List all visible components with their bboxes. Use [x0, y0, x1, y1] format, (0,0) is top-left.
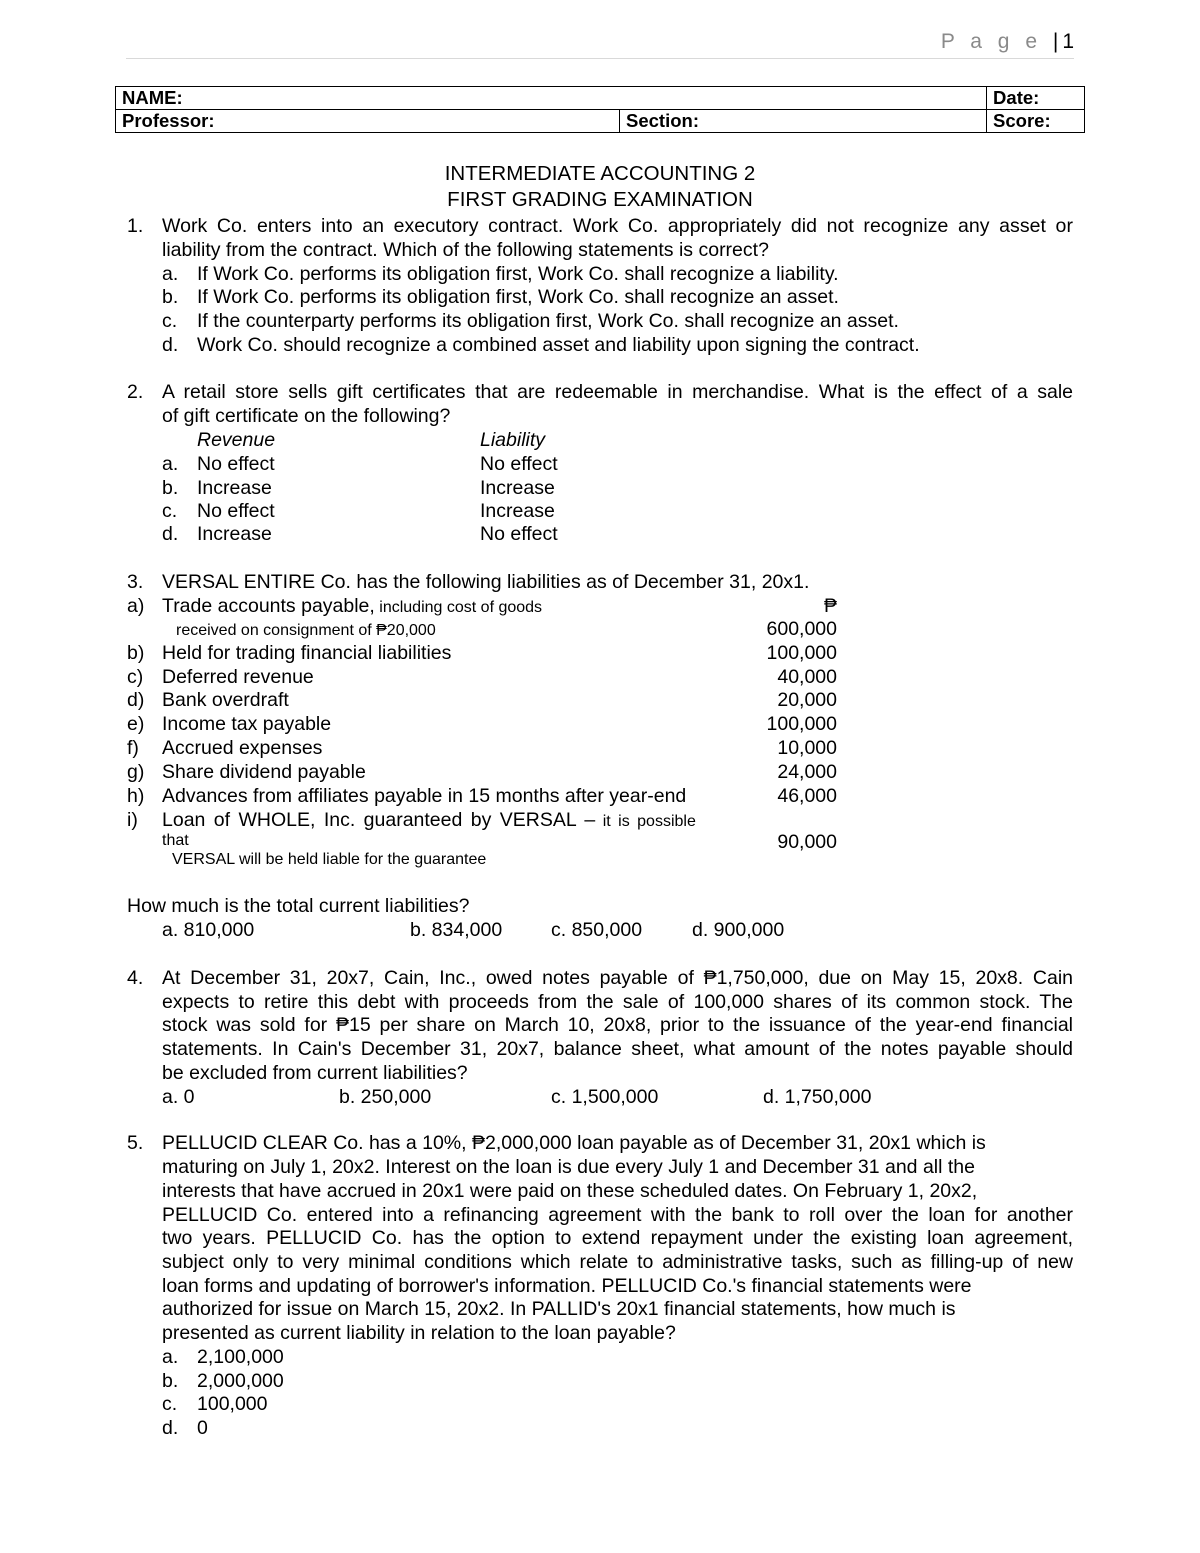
question-text-line: authorized for issue on March 15, 20x2. In PALLID's 20x1 financial statements, how much is: [162, 1298, 956, 1320]
question-text-line: expects to retire this debt with proceeds from the sale of 100,000 shares of its common stock. The: [162, 991, 1073, 1013]
option-text: Work Co. should recognize a combined asset and liability upon signing the contract.: [197, 334, 920, 356]
currency-symbol: ₱: [823, 595, 837, 617]
question-text-line: stock was sold for ₱15 per share on March 10, 20x8, prior to the issuance of the year-end financial: [162, 1014, 1073, 1036]
option-revenue: No effect: [197, 500, 275, 522]
question-text-line: loan forms and updating of borrower's information. PELLUCID Co.'s financial statements were: [162, 1275, 972, 1297]
item-letter: i): [127, 809, 138, 831]
option-liability: Increase: [480, 477, 555, 499]
question-text-line: PELLUCID Co. entered into a refinancing agreement with the bank to roll over the loan for another: [162, 1204, 1073, 1226]
section-cell: Section:: [620, 110, 987, 133]
item-label: Deferred revenue: [162, 666, 314, 688]
item-amount: 24,000: [777, 761, 837, 783]
option-letter: b.: [162, 1370, 179, 1392]
choice-a: a. 0: [162, 1086, 195, 1108]
page-word: P a g e: [940, 30, 1042, 53]
choice-a: a. 810,000: [162, 919, 255, 941]
option-text: 2,100,000: [197, 1346, 284, 1368]
item-label: Trade accounts payable, including cost of goods: [162, 595, 543, 617]
question-text-line: PELLUCID CLEAR Co. has a 10%, ₱2,000,000 loan payable as of December 31, 20x1 which is: [162, 1132, 986, 1154]
option-letter: d.: [162, 523, 179, 545]
name-cell: NAME:: [116, 87, 987, 110]
exam-title-line1: INTERMEDIATE ACCOUNTING 2: [444, 162, 756, 185]
option-text: If Work Co. performs its obligation first, Work Co. shall recognize a liability.: [197, 263, 839, 285]
item-label: Bank overdraft: [162, 689, 289, 711]
item-label: Advances from affiliates payable in 15 months after year-end: [162, 785, 687, 807]
item-label-continued: that: [162, 832, 189, 849]
question-text-line: presented as current liability in relation to the loan payable?: [162, 1322, 676, 1344]
question-stem: A retail store sells gift certificates that are redeemable in merchandise. What is the effect of a sale: [162, 381, 1073, 403]
item-label: Held for trading financial liabilities: [162, 642, 452, 664]
question-number: 2.: [127, 381, 144, 403]
question-text-line: statements. In Cain's December 31, 20x7, balance sheet, what amount of the notes payable should: [162, 1038, 1073, 1060]
question-text-line: At December 31, 20x7, Cain, Inc., owed notes payable of ₱1,750,000, due on May 15, 20x8. Cain: [162, 967, 1073, 989]
item-label: Accrued expenses: [162, 737, 323, 759]
item-label: Loan of WHOLE, Inc. guaranteed by VERSAL – it is possible: [162, 809, 696, 831]
item-label-continued: received on consignment of ₱20,000: [176, 622, 436, 639]
item-letter: a): [127, 595, 145, 617]
option-letter: d.: [162, 1417, 179, 1439]
item-letter: f): [127, 737, 139, 759]
item-letter: h): [127, 785, 145, 807]
page-number: 1: [1062, 30, 1074, 53]
option-letter: d.: [162, 334, 179, 356]
item-letter: g): [127, 761, 145, 783]
item-amount: 600,000: [766, 618, 837, 640]
exam-title-line2: FIRST GRADING EXAMINATION: [447, 188, 753, 211]
option-letter: c.: [162, 1393, 178, 1415]
option-letter: a.: [162, 453, 179, 475]
option-text: If the counterparty performs its obligation first, Work Co. shall recognize an asset.: [197, 310, 899, 332]
professor-cell: Professor:: [116, 110, 620, 133]
option-letter: c.: [162, 500, 178, 522]
question-text-line: maturing on July 1, 20x2. Interest on the loan is due every July 1 and December 31 and all the: [162, 1156, 975, 1178]
option-liability: No effect: [480, 523, 558, 545]
page-separator: |: [1052, 30, 1059, 53]
item-label: Share dividend payable: [162, 761, 366, 783]
item-amount: 100,000: [766, 642, 837, 664]
question-number: 4.: [127, 967, 144, 989]
item-letter: d): [127, 689, 145, 711]
item-letter: b): [127, 642, 145, 664]
item-label: Income tax payable: [162, 713, 332, 735]
question-text-line: interests that have accrued in 20x1 were paid on these scheduled dates. On February 1, 20x2,: [162, 1180, 978, 1202]
option-text: 0: [197, 1417, 208, 1439]
question-text-line: two years. PELLUCID Co. has the option to extend repayment under the existing loan agreement,: [162, 1227, 1073, 1249]
date-cell: Date:: [987, 87, 1085, 110]
column-header-liability: Liability: [480, 429, 546, 451]
item-amount: 100,000: [766, 713, 837, 735]
option-letter: a.: [162, 263, 179, 285]
column-header-revenue: Revenue: [197, 429, 276, 451]
choice-b: b. 834,000: [410, 919, 503, 941]
question-stem: VERSAL ENTIRE Co. has the following liabilities as of December 31, 20x1.: [162, 571, 810, 593]
question-prompt: How much is the total current liabilities?: [127, 895, 470, 917]
option-revenue: Increase: [197, 523, 272, 545]
option-letter: b.: [162, 286, 179, 308]
option-text: 100,000: [197, 1393, 268, 1415]
page-header: [941, 30, 1074, 54]
option-revenue: No effect: [197, 453, 275, 475]
question-stem: of gift certificate on the following?: [162, 405, 451, 427]
option-letter: a.: [162, 1346, 179, 1368]
choice-d: d. 1,750,000: [763, 1086, 872, 1108]
choice-c: c. 1,500,000: [551, 1086, 659, 1108]
choice-c: c. 850,000: [551, 919, 643, 941]
question-text-line: be excluded from current liabilities?: [162, 1062, 468, 1084]
question-number: 1.: [127, 215, 144, 237]
item-amount: 20,000: [777, 689, 837, 711]
student-info-table: [115, 86, 1085, 133]
option-letter: b.: [162, 477, 179, 499]
option-text: 2,000,000: [197, 1370, 284, 1392]
item-amount: 46,000: [777, 785, 837, 807]
option-text: If Work Co. performs its obligation first, Work Co. shall recognize an asset.: [197, 286, 839, 308]
question-number: 5.: [127, 1132, 144, 1154]
item-letter: e): [127, 713, 145, 735]
header-divider: [126, 58, 1074, 59]
score-cell: Score:: [987, 110, 1085, 133]
question-stem: liability from the contract. Which of the following statements is correct?: [162, 239, 769, 261]
option-liability: Increase: [480, 500, 555, 522]
option-liability: No effect: [480, 453, 558, 475]
item-label-continued: VERSAL will be held liable for the guarantee: [172, 851, 487, 868]
option-letter: c.: [162, 310, 178, 332]
choice-b: b. 250,000: [339, 1086, 432, 1108]
choice-d: d. 900,000: [692, 919, 785, 941]
question-stem: Work Co. enters into an executory contract. Work Co. appropriately did not recognize any asset or: [162, 215, 1073, 237]
question-text-line: subject only to very minimal conditions which relate to administrative tasks, such as filling-up of new: [162, 1251, 1073, 1273]
item-amount: 40,000: [777, 666, 837, 688]
item-letter: c): [127, 666, 144, 688]
item-amount: 10,000: [777, 737, 837, 759]
item-amount: 90,000: [777, 831, 837, 853]
option-revenue: Increase: [197, 477, 272, 499]
question-number: 3.: [127, 571, 144, 593]
